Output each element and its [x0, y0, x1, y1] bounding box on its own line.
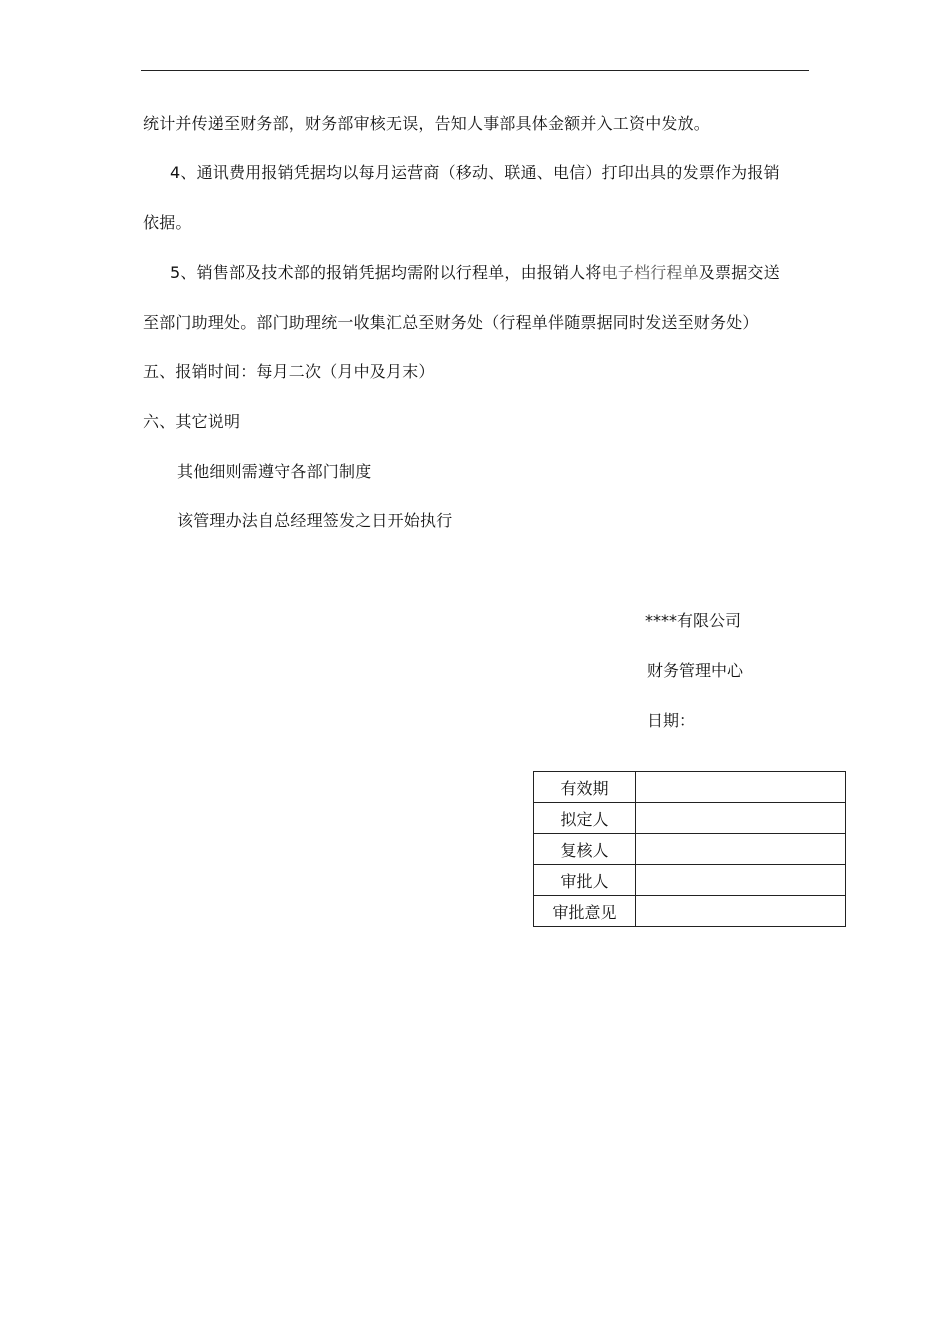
signature-date-label: 日期：	[647, 711, 696, 730]
item-5-line	[170, 262, 780, 284]
signature-department: 财务管理中心	[647, 661, 744, 680]
section-5-heading: 五、报销时间：每月二次（月中及月末）	[143, 362, 435, 381]
signature-company: ****有限公司	[645, 611, 742, 630]
table-row	[534, 896, 846, 927]
item-5-continuation: 至部门助理处。部门助理统一收集汇总至财务处（行程单伴随票据同时发送至财务处）	[143, 313, 759, 332]
header-rule	[141, 70, 809, 71]
table-value-cell	[636, 772, 846, 803]
paragraph-line: 统计并传递至财务部，财务部审核无误，告知人事部具体金额并入工资中发放。	[143, 114, 711, 133]
note-1: 其他细则需遵守各部门制度	[177, 462, 372, 481]
table-row	[534, 865, 846, 896]
table-label-cell: 复核人	[534, 834, 636, 865]
item-5-highlight: 电子档行程单	[601, 263, 699, 282]
approval-table	[533, 771, 846, 927]
table-value-cell	[636, 803, 846, 834]
section-6-heading: 六、其它说明	[143, 412, 241, 431]
table-value-cell	[636, 896, 846, 927]
table-label-cell: 有效期	[534, 772, 636, 803]
table-label-cell: 拟定人	[534, 803, 636, 834]
table-value-cell	[636, 834, 846, 865]
table-row	[534, 834, 846, 865]
note-2: 该管理办法自总经理签发之日开始执行	[177, 511, 453, 530]
table-row	[534, 803, 846, 834]
table-label-cell: 审批意见	[534, 896, 636, 927]
item-4-line: 4、通讯费用报销凭据均以每月运营商（移动、联通、电信）打印出具的发票作为报销	[170, 163, 780, 182]
item-4-continuation: 依据。	[143, 213, 192, 232]
item-5-text-c: 及票据交送	[698, 263, 780, 282]
item-5-text-a: 5、销售部及技术部的报销凭据均需附以行程单，由报销人将	[170, 263, 602, 282]
table-label-cell: 审批人	[534, 865, 636, 896]
table-row	[534, 772, 846, 803]
table-value-cell	[636, 865, 846, 896]
